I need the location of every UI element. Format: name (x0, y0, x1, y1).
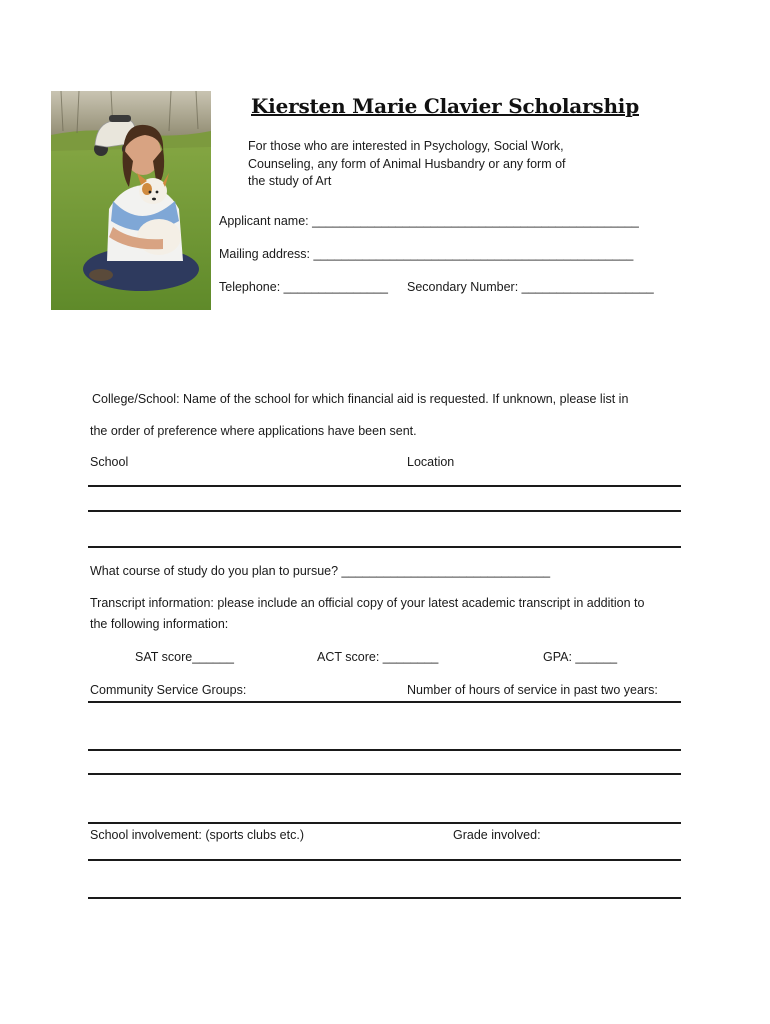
school-involvement-label: School involvement: (sports clubs etc.) (90, 828, 304, 842)
applicant-name-field[interactable]: Applicant name: _______________________________________________ (219, 214, 639, 228)
community-entry-line[interactable] (88, 701, 681, 703)
intro-line: Counseling, any form of Animal Husbandry or any form of (248, 156, 566, 171)
involvement-entry-line[interactable] (88, 897, 681, 899)
telephone-field[interactable]: Telephone: _______________ (219, 280, 388, 294)
location-column-header: Location (407, 455, 455, 469)
sat-score-field[interactable]: SAT score______ (135, 650, 234, 664)
school-entry-line[interactable] (88, 546, 681, 548)
involvement-entry-line[interactable] (88, 859, 681, 861)
community-entry-line[interactable] (88, 749, 681, 751)
service-hours-label: Number of hours of service in past two years: (407, 683, 658, 697)
school-entry-line[interactable] (88, 485, 681, 487)
community-groups-label: Community Service Groups: (90, 683, 247, 697)
school-entry-line[interactable] (88, 510, 681, 512)
community-entry-line[interactable] (88, 773, 681, 775)
intro-text (248, 138, 588, 191)
college-instruction: College/School: Name of the school for which financial aid is requested. If unknown, please list in (92, 392, 629, 406)
community-entry-line[interactable] (88, 822, 681, 824)
gpa-field[interactable]: GPA: ______ (543, 650, 618, 664)
applicant-photo (51, 91, 211, 310)
intro-line: For those who are interested in Psychology, Social Work, (248, 139, 564, 153)
secondary-number-field[interactable]: Secondary Number: ___________________ (407, 280, 654, 294)
transcript-instruction: the following information: (90, 617, 229, 631)
intro-line: the study of Art (248, 174, 332, 188)
page-title: Kiersten Marie Clavier Scholarship (251, 94, 639, 118)
transcript-instruction: Transcript information: please include an official copy of your latest academic transcript in addition to (90, 596, 645, 610)
grade-involved-label: Grade involved: (453, 828, 541, 842)
course-of-study-field[interactable]: What course of study do you plan to pursue? ______________________________ (90, 564, 551, 578)
mailing-address-field[interactable]: Mailing address: ______________________________________________ (219, 247, 634, 261)
college-instruction: the order of preference where applications have been sent. (90, 424, 417, 438)
act-score-field[interactable]: ACT score: ________ (317, 650, 439, 664)
school-column-header: School (90, 455, 129, 469)
